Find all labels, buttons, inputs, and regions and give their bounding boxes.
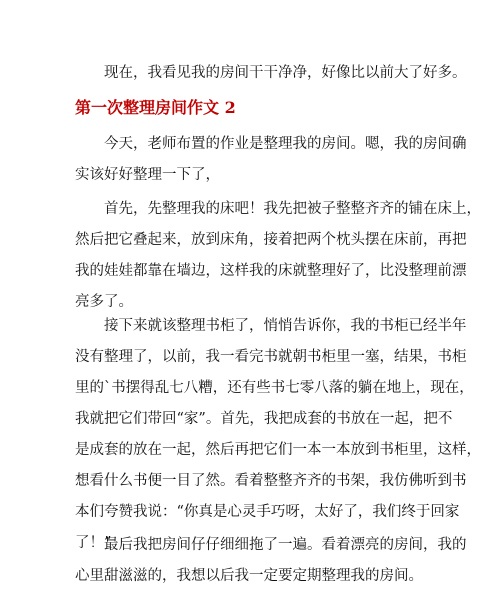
text-line: 今天，老师布置的作业是整理我的房间。嗯，我的房间确 (104, 136, 467, 152)
text-line: 心里甜滋滋的，我想以后我一定要定期整理我的房间。 (75, 568, 423, 584)
text-line: 亮多了。 (75, 294, 133, 310)
text-line: 想看什么书便一目了然。看着整整齐齐的书架，我仿佛听到书 (75, 473, 467, 489)
text-line: 我的娃娃都靠在墙边，这样我的床就整理好了，比没整理前漂 (75, 263, 467, 279)
text-line: 现在，我看见我的房间干干净净，好像比以前大了好多。 (104, 65, 467, 81)
section-heading: 第一次整理房间作文 2 (75, 98, 236, 117)
paragraph-1 (75, 58, 467, 89)
text-line: 本们夸赞我说：“你真是心灵手巧呀，太好了，我们终于回家 (75, 504, 460, 520)
paragraph-3 (75, 194, 481, 318)
text-line: 是成套的放在一起，然后再把它们一本一本放到书柜里，这样， (75, 442, 481, 458)
text-line: 首先，先整理我的床吧！我先把被子整整齐齐的铺在床上， (104, 201, 481, 217)
text-line: 最后我把房间仔仔细细拖了一遍。看着漂亮的房间，我的 (104, 537, 467, 553)
text-line: 里的`书摆得乱七八糟，还有些书七零八落的躺在地上，现在， (75, 380, 474, 396)
paragraph-5 (75, 530, 467, 592)
paragraph-4 (75, 311, 481, 559)
paragraph-2 (75, 129, 467, 191)
text-line: 没有整理了，以前，我一看完书就朝书柜里一塞，结果，书柜 (75, 349, 467, 365)
text-line: 实该好好整理一下了， (75, 167, 220, 183)
text-line: 了！” (75, 535, 112, 551)
text-line: 接下来就该整理书柜了，悄悄告诉你，我的书柜已经半年 (104, 318, 467, 334)
text-line: 然后把它叠起来，放到床角，接着把两个枕头摆在床前，再把 (75, 232, 467, 248)
text-line: 我就把它们带回“家”。首先，我把成套的书放在一起，把不 (75, 411, 453, 427)
